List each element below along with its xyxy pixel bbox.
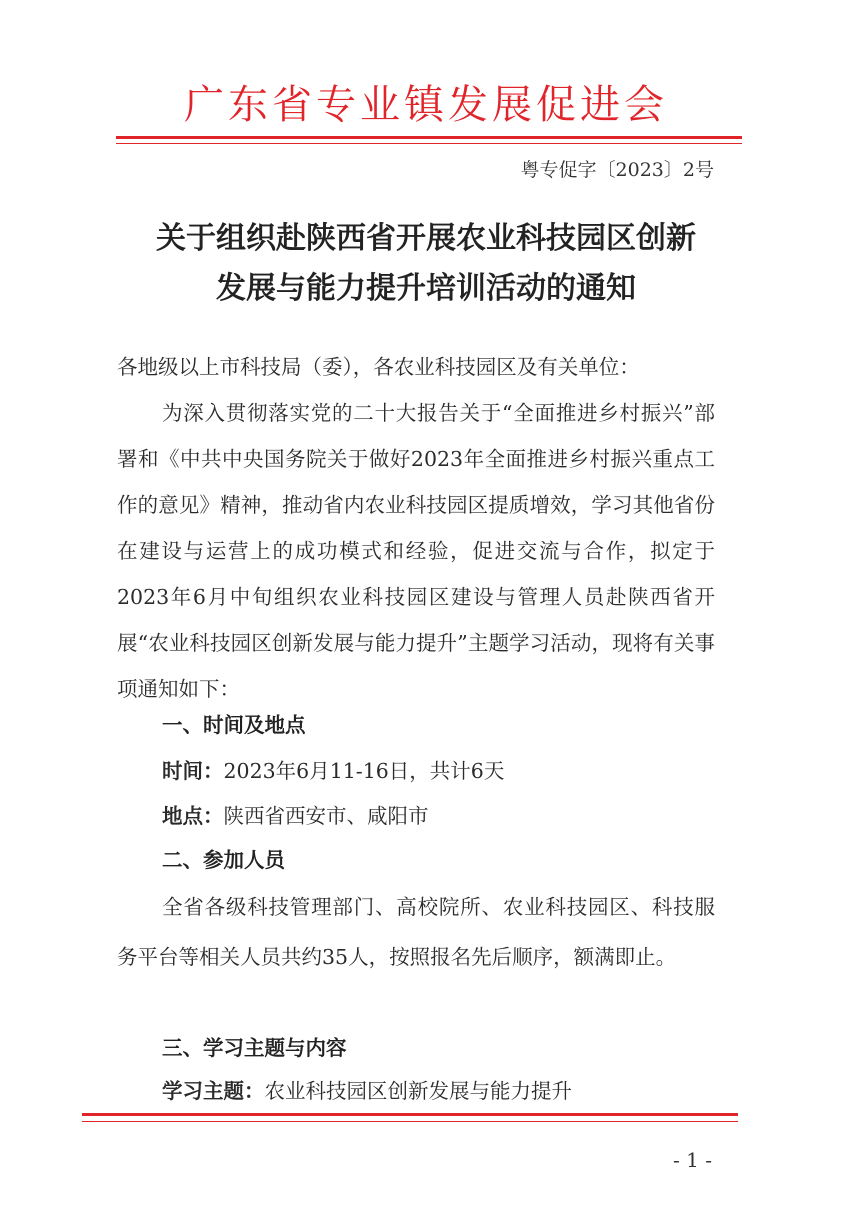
document-title-line-2: 发展与能力提升培训活动的通知 xyxy=(216,271,636,306)
theme-value: 农业科技园区创新发展与能力提升 xyxy=(264,1079,572,1103)
participants-paragraph: 全省各级科技管理部门、高校院所、农业科技园区、科技服务平台等相关人员共约35人，按照报名先后顺序，额满即止。 xyxy=(117,895,715,969)
time-line xyxy=(162,748,504,794)
document-number: 粤专促字〔2023〕2号 xyxy=(520,159,714,181)
section-heading-participants: 二、参加人员 xyxy=(162,848,285,872)
section-heading-theme: 三、学习主题与内容 xyxy=(162,1036,347,1060)
document-title xyxy=(80,214,772,314)
theme-line xyxy=(162,1068,572,1114)
page-number: - 1 - xyxy=(673,1148,712,1172)
time-label: 时间： xyxy=(162,759,224,783)
place-line xyxy=(162,793,429,839)
salutation: 各地级以上市科技局（委），各农业科技园区及有关单位： xyxy=(117,355,640,379)
organization-header: 广东省专业镇发展促进会 xyxy=(184,82,668,128)
header-divider-thick xyxy=(116,136,742,139)
section-heading-time-place: 一、时间及地点 xyxy=(162,713,306,737)
footer-divider-thick xyxy=(82,1113,738,1116)
theme-label: 学习主题： xyxy=(162,1079,265,1103)
time-value: 2023年6月11-16日，共计6天 xyxy=(223,759,505,783)
place-value: 陕西省西安市、咸阳市 xyxy=(223,804,429,828)
intro-paragraph: 为深入贯彻落实党的二十大报告关于“全面推进乡村振兴”部署和《中共中央国务院关于做好2023年全面推进乡村振兴重点工作的意见》精神，推动省内农业科技园区提质增效，学习其他省份在建设与运营上的成功模式和经验，促进交流与合作，拟定于2023年6月中旬组织农业科技园区建设与管理人员赴陕西省开展“农业科技园区创新发展与能力提升”主题学习活动，现将有关事项通知如下： xyxy=(117,401,715,701)
document-title-line-1: 关于组织赴陕西省开展农业科技园区创新 xyxy=(156,221,696,256)
place-label: 地点： xyxy=(162,804,224,828)
header-divider-thin xyxy=(116,143,742,144)
footer-divider-thin xyxy=(82,1121,738,1122)
